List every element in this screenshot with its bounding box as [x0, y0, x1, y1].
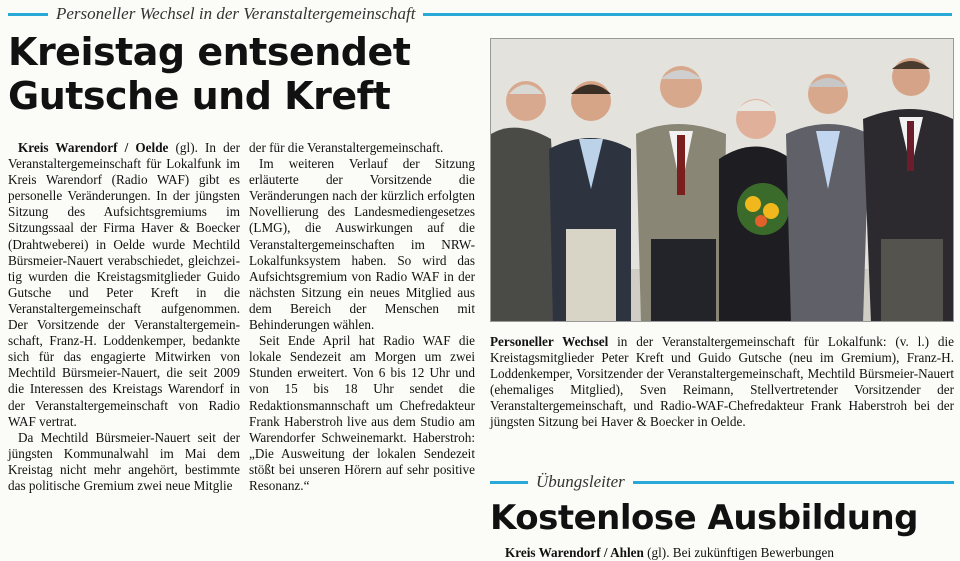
article-dateline: Kreis Warendorf / Oelde [18, 140, 169, 155]
article-headline [8, 30, 478, 118]
headline-line-1: Kreistag entsendet [8, 30, 411, 74]
second-teaser-text: (gl). Bei zukünftigen Bewerbungen [643, 545, 834, 560]
headline-line-2: Gutsche und Kreft [8, 74, 391, 118]
article-column-2 [249, 140, 475, 494]
kicker2-rule-left [490, 481, 528, 484]
article-column-1 [8, 140, 240, 494]
kicker2-text: Übungsleiter [536, 472, 625, 491]
kicker2-rule-right [633, 481, 954, 484]
caption-text: in der Veranstaltergemeinschaft für Lokalfunk: (v. l.) die Kreistagsmitglieder Peter Kreft und Guido Gutsche (neu im Gremium), Franz-H. Loddenkemper, Vorsitzender der Veranstaltergemeinschaft, Mechtild Bürsmeier-Nauert (ehemaliges Mitglied), Sven Reimann, Stellvertretender Vorsitzender der Veranstaltergemeinschaft, und Radio-WAF-Chefredakteur Frank Haberstroh bei der jüngsten Sitzung bei Haver & Boecker in Oelde. [490, 334, 954, 430]
article-paragraph: Im weiteren Verlauf der Sitzung erläuterte der Vorsitzende die Veränderungen nach der kürzlich erfolgten Novellierung des Landesmediengesetzes (LMG), die Auswirkungen auf die Veranstaltergemeinschaften im NRW-Lokalfunksystem haben. So wird das Aufsichtsgremium von Radio WAF in der nächsten Sitzung ein neues Mitglied aus dem Bereich der Menschen mit Behinderungen wählen. [249, 156, 475, 333]
section-kicker-2 [490, 471, 954, 493]
photo-caption [490, 334, 954, 431]
group-photo [490, 38, 954, 322]
kicker-text: Personeller Wechsel in der Veranstaltergemeinschaft [56, 4, 416, 23]
caption-lead: Personeller Wechsel [490, 334, 609, 349]
article-paragraph-text: (gl). In der Veranstaltergemeinschaft für Lokalfunk im Kreis Warendorf (Radio WAF) gibt es personelle Veränderungen. In der jüngsten Sitzung des Aufsichtsgremiums im Sitzungssaal der Firma Haver & Boecker (Drahtweberei) in Oelde wurde Mechtild Bürsmeier-Nauert verabschiedet, gleichzeitig wurden die Kreistagsmitglieder Guido Gutsche und Peter Kreft in die Veranstaltergemeinschaft aufgenommen. Der Vorsitzende der Veranstaltergemeinschaft, Franz-H. Loddenkemper, bedankte sich für das engagierte Mitwirken von Mechtild Bürsmeier-Nauert, die seit 2009 die Interessen des Kreistags Warendorf in der Veranstaltergemeinschaft von Radio WAF vertrat. [8, 140, 240, 429]
second-dateline: Kreis Warendorf / Ahlen [505, 545, 644, 560]
article-paragraph: der für die Veranstaltergemeinschaft. [249, 140, 444, 155]
group-photo-illustration [491, 39, 954, 322]
second-article-teaser [505, 545, 954, 561]
kicker-rule-right [423, 13, 952, 16]
article-paragraph [8, 140, 240, 430]
second-headline: Kostenlose Ausbildung [490, 498, 918, 538]
kicker-rule-left [8, 13, 48, 16]
article-paragraph: Da Mechtild Bürsmeier-Nauert seit der jüngsten Kommunalwahl im Mai dem Kreistag nicht mehr angehört, bestimmte das politische Gremium zwei neue Mitglie [8, 429, 240, 493]
article-paragraph: Seit Ende April hat Radio WAF die lokale Sendezeit am Morgen um zwei Stunden erweitert. Von 6 bis 12 Uhr und von 15 bis 18 Uhr sendet die Redaktionsmannschaft um Chefredakteur Frank Haberstroh live aus dem Studio am Warendorfer Schweinemarkt. Haberstroh: „Die Ausweitung der lokalen Sendezeit stößt bei unseren Hörern auf sehr positive Resonanz.“ [249, 333, 475, 493]
section-kicker [8, 3, 952, 25]
